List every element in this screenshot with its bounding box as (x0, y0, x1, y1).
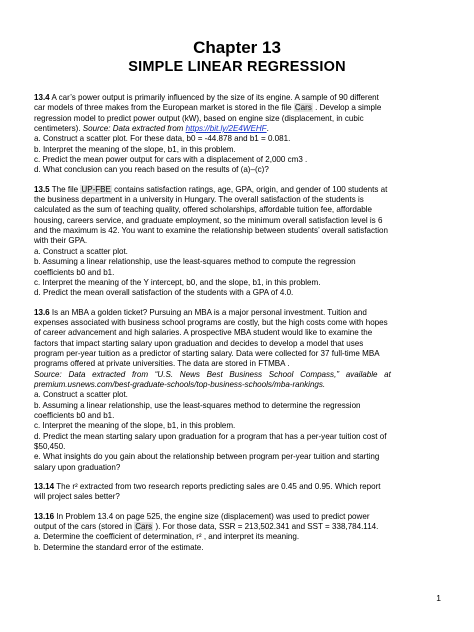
problem-text: housing, careers service, and graduate employment, so the minimum overall satisfaction level is 6 (34, 215, 383, 225)
problem-text: output of the cars (stored in (34, 522, 135, 532)
problem-text: centimeters). (34, 124, 83, 134)
problem-13-16 (34, 512, 446, 553)
problem-part-d: d. Predict the mean overall satisfaction of the students with a GPA of 4.0. (34, 288, 294, 298)
problem-text: ). For those data, SSR = 213,502.341 and SST = 338,784.114. (153, 522, 379, 532)
problem-text: Is an MBA a golden ticket? Pursuing an MBA is a major personal investment. Tuition and (49, 307, 367, 317)
problem-text: program per-year tuition as a predictor of starting salary. Data were collected for 37 full-time MBA (34, 348, 380, 358)
problem-text: In Problem 13.4 on page 525, the engine size (displacement) was used to predict power (54, 511, 370, 521)
problem-text: factors that impact starting salary upon graduation and decides to develop a model that uses (34, 338, 364, 348)
chapter-title: SIMPLE LINEAR REGRESSION (128, 59, 346, 75)
file-name-highlight: Cars (135, 522, 153, 532)
problem-13-6 (34, 308, 446, 474)
problem-text: The r² extracted from two research reports predicting sales are 0.45 and 0.95. Which report (54, 482, 381, 492)
problem-text: regression model to predict power output (kW), based on engine size (displacement, in cubic (34, 113, 364, 123)
problem-text: $50,450. (34, 442, 66, 451)
problem-part-d: d. What conclusion can you reach based on the results of (a)–(c)? (34, 165, 269, 175)
problem-number: 13.4 (34, 93, 50, 102)
problem-text: coefficients b0 and b1. (34, 267, 115, 277)
problem-text: The file (49, 184, 81, 194)
file-name-highlight: UP-FBE (81, 184, 111, 194)
problem-part-c: c. Interpret the meaning of the slope, b1, in this problem. (34, 421, 236, 431)
problem-text: contains satisfaction ratings, age, GPA, origin, and gender of 100 students at (111, 184, 388, 194)
source-end: . (266, 124, 269, 134)
problem-text: car models of three makes from the European market is stored in the file (34, 103, 294, 113)
problem-number: 13.5 (34, 184, 50, 194)
problem-text: salary upon graduation? (34, 462, 121, 472)
problem-part-a: a. Construct a scatter plot. (34, 246, 128, 256)
file-name-highlight: Cars (294, 103, 312, 113)
problem-part-b: b. Assuming a linear relationship, use the least-squares method to compute the regression (34, 257, 356, 267)
document-body (34, 93, 446, 562)
problem-part-b: b. Assuming a linear relationship, use the least-squares method to determine the regression (34, 400, 361, 410)
source-url: premium.usnews.com/best-graduate-schools/top-business-schools/mba-rankings. (34, 379, 326, 389)
problem-text: will project sales better? (34, 492, 120, 502)
page-number: 1 (436, 593, 441, 603)
problem-text: A car’s power output is primarily influenced by the size of its engine. A sample of 90 different (49, 93, 379, 102)
problem-text: expenses associated with business school programs are costly, but the high costs come with hopes (34, 317, 388, 327)
problem-part-a: a. Construct a scatter plot. (34, 390, 128, 400)
problem-part-d: d. Predict the mean starting salary upon graduation for a program that has a per-year tuition cost of (34, 431, 387, 441)
problem-number: 13.14 (34, 482, 55, 492)
problem-part-a: a. Construct a scatter plot. For these data, b0 = -44.878 and b1 = 0.081. (34, 134, 291, 144)
problem-part-a: a. Determine the coefficient of determination, r² , and interpret its meaning. (34, 532, 300, 542)
problem-13-5 (34, 185, 446, 299)
problem-text: . Develop a simple (312, 103, 382, 113)
problem-13-4 (34, 93, 446, 176)
chapter-heading: Chapter 13 (193, 38, 281, 57)
problem-number: 13.6 (34, 307, 50, 317)
problem-text: of career advancement and high salaries. A prospective MBA student would like to examine the (34, 328, 373, 338)
source-link[interactable]: https://bit.ly/2E4WEHF (185, 124, 267, 134)
problem-text: with their GPA. (34, 236, 88, 246)
problem-part-b: b. Interpret the meaning of the slope, b1, in this problem. (34, 144, 236, 154)
source-label: Source: Data extracted from (82, 124, 186, 134)
source-citation: Source: Data extracted from “U.S. News Best Business School Compass,” available at (34, 369, 391, 379)
problem-13-14 (34, 482, 446, 503)
problem-part-e: e. What insights do you gain about the relationship between program per-year tuition and starting (34, 452, 380, 462)
problem-part-c: c. Predict the mean power output for cars with a displacement of 2,000 cm3 . (34, 155, 308, 165)
problem-part-c: c. Interpret the meaning of the Y intercept, b0, and the slope, b1, in this problem. (34, 277, 321, 287)
problem-number: 13.16 (34, 511, 55, 521)
problem-text: calculated as the sum of teaching quality, offered scholarships, affordable tuition fee, affordable (34, 205, 373, 215)
problem-part-b: b. Determine the standard error of the estimate. (34, 542, 204, 552)
problem-text: programs offered at private universities. The data are stored in FTMBA . (34, 359, 290, 369)
problem-text: coefficients b0 and b1. (34, 410, 115, 420)
problem-text: and the maximum is 42. You want to examine the relationship between students’ overall satisfaction (34, 226, 388, 236)
problem-text: the business department in a university in Hungary. The overall satisfaction of the students is (34, 195, 364, 205)
